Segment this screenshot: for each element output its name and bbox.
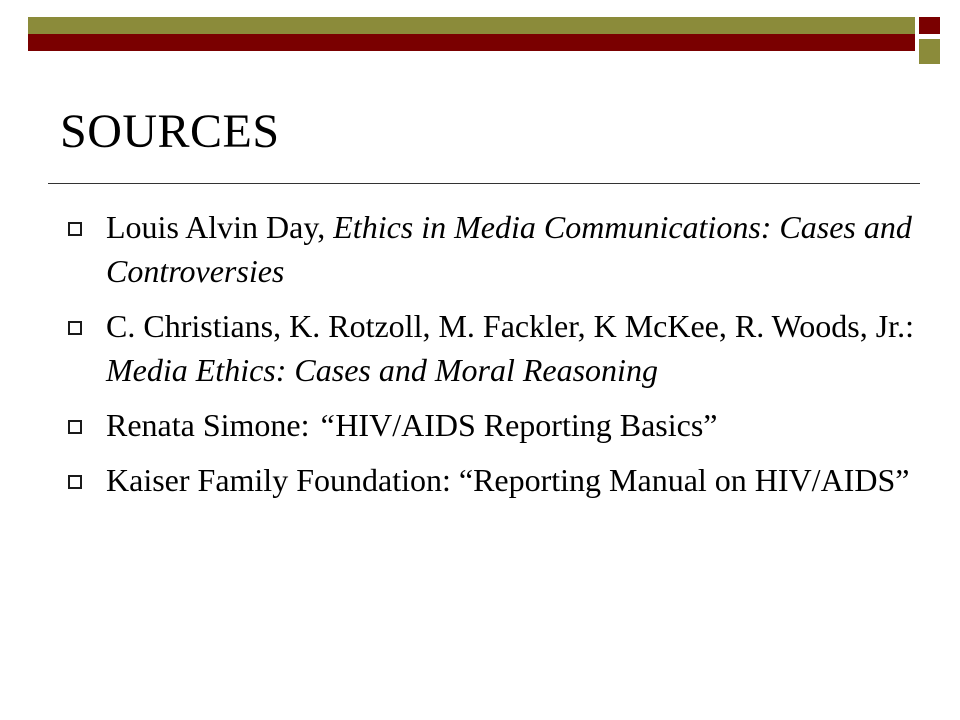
source-text: Kaiser Family Foundation: “Reporting Manual on HIV/AIDS” [106,462,910,498]
list-item [60,458,920,502]
source-text: Renata Simone: [106,407,318,443]
list-item [60,403,920,447]
corner-block-maroon [919,17,940,34]
source-title: Media Ethics: Cases and Moral Reasoning [106,352,658,388]
sources-list [60,205,920,513]
hollow-square-icon [68,475,82,489]
list-item [60,304,920,392]
source-title: HIV/AIDS Reporting Basics” [335,407,718,443]
list-item [60,205,920,293]
hollow-square-icon [68,420,82,434]
slide-title: SOURCES [60,105,280,158]
hollow-square-icon [68,222,82,236]
hollow-square-icon [68,321,82,335]
source-text: C. Christians, K. Rotzoll, M. Fackler, K McKee, R. Woods, Jr.: [106,308,914,344]
open-quote: “ [317,407,336,443]
corner-block-olive [919,39,940,64]
header-bar-maroon [28,34,915,51]
source-title: Ethics in Media Communications: Cases and Controversies [106,209,912,289]
source-text: Louis Alvin Day, [106,209,334,245]
header-bar-olive [28,17,915,34]
title-divider [48,183,920,184]
